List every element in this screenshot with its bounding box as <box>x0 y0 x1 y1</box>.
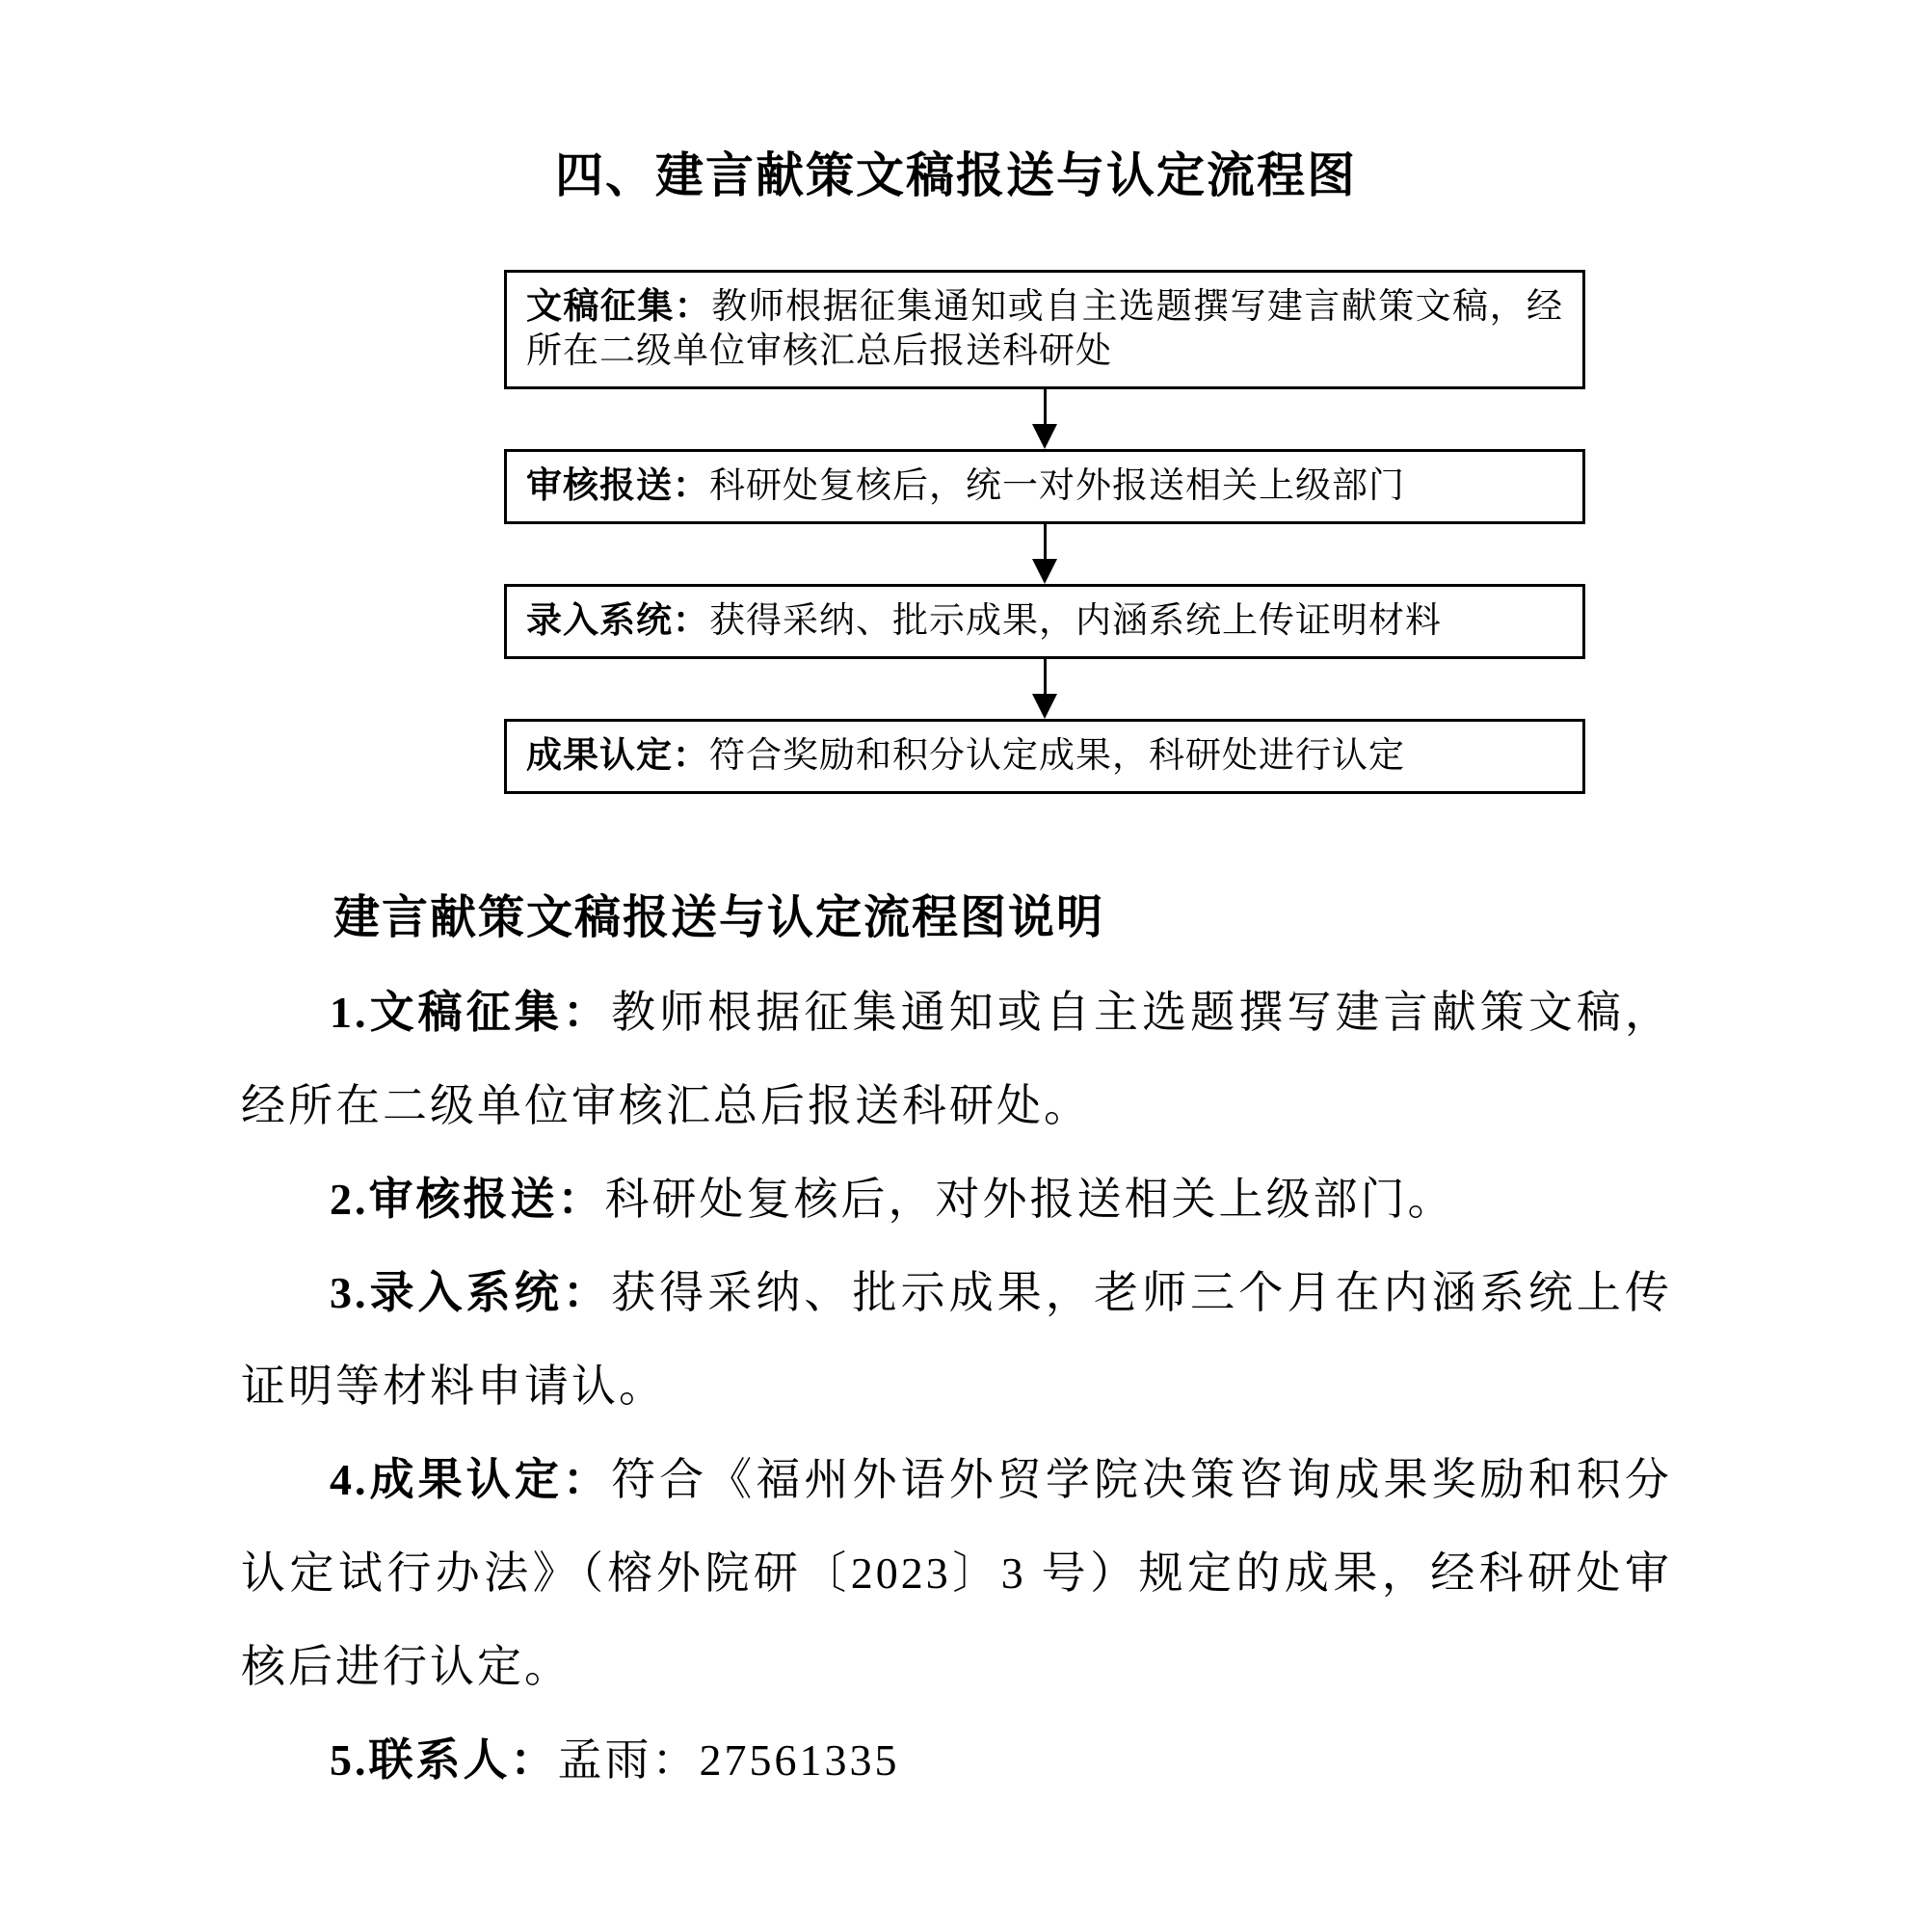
arrow-down-icon <box>1032 694 1057 719</box>
flow-step-text: 科研处复核后，统一对外报送相关上级部门 <box>709 466 1405 506</box>
flow-step-label: 成果认定： <box>526 736 709 776</box>
flow-step-label: 录入系统： <box>526 601 709 641</box>
flow-step-result-recognition <box>504 719 1585 794</box>
flow-step-system-entry <box>504 584 1585 659</box>
flowchart <box>504 270 1585 794</box>
note-text: 教师根据征集通知或自主选题撰写建言献策文稿，经所在二级单位审核汇总后报送科研处。 <box>241 988 1673 1130</box>
note-item-system-entry <box>241 1246 1672 1433</box>
flow-step-text: 获得采纳、批示成果，内涵系统上传证明材料 <box>709 601 1442 641</box>
note-label: 2.审核报送： <box>330 1175 605 1224</box>
flow-step-text: 教师根据征集通知或自主选题撰写建言献策文稿，经所在二级单位审核汇总后报送科研处 <box>526 287 1564 371</box>
arrow-down-icon <box>1032 559 1057 584</box>
arrow-shaft <box>1044 659 1047 695</box>
note-text: 科研处复核后，对外报送相关上级部门。 <box>604 1175 1455 1224</box>
note-text: 符合《福州外语外贸学院决策咨询成果奖励和积分认定试行办法》（榕外院研〔2023〕3 号）规定的成果，经科研处审核后进行认定。 <box>241 1455 1673 1691</box>
flow-arrow-down <box>504 389 1585 449</box>
flow-step-label: 文稿征集： <box>526 287 712 327</box>
flow-step-label: 审核报送： <box>526 466 709 506</box>
note-label: 3.录入系统： <box>330 1268 612 1317</box>
notes-heading: 建言献策文稿报送与认定流程图说明 <box>333 892 1105 943</box>
flow-arrow-down <box>504 524 1585 584</box>
flow-step-text: 符合奖励和积分认定成果，科研处进行认定 <box>709 736 1405 776</box>
page-title: 四、建言献策文稿报送与认定流程图 <box>555 148 1357 202</box>
note-item-contact <box>241 1713 1672 1807</box>
flow-arrow-down <box>504 659 1585 719</box>
flow-step-manuscript-collection <box>504 270 1585 389</box>
note-text: 孟雨：27561335 <box>557 1735 900 1785</box>
note-text: 获得采纳、批示成果，老师三个月在内涵系统上传证明等材料申请认。 <box>241 1268 1673 1411</box>
note-label: 1.文稿征集： <box>330 988 612 1037</box>
note-item-result-recognition <box>241 1433 1672 1713</box>
notes-section <box>241 888 1672 1807</box>
arrow-shaft <box>1044 389 1047 425</box>
note-item-manuscript-collection <box>241 966 1672 1152</box>
arrow-shaft <box>1044 524 1047 560</box>
note-item-review-submission <box>241 1152 1672 1246</box>
flow-step-review-submission <box>504 449 1585 524</box>
note-label: 5.联系人： <box>330 1735 558 1785</box>
arrow-down-icon <box>1032 424 1057 449</box>
note-label: 4.成果认定： <box>330 1455 612 1504</box>
